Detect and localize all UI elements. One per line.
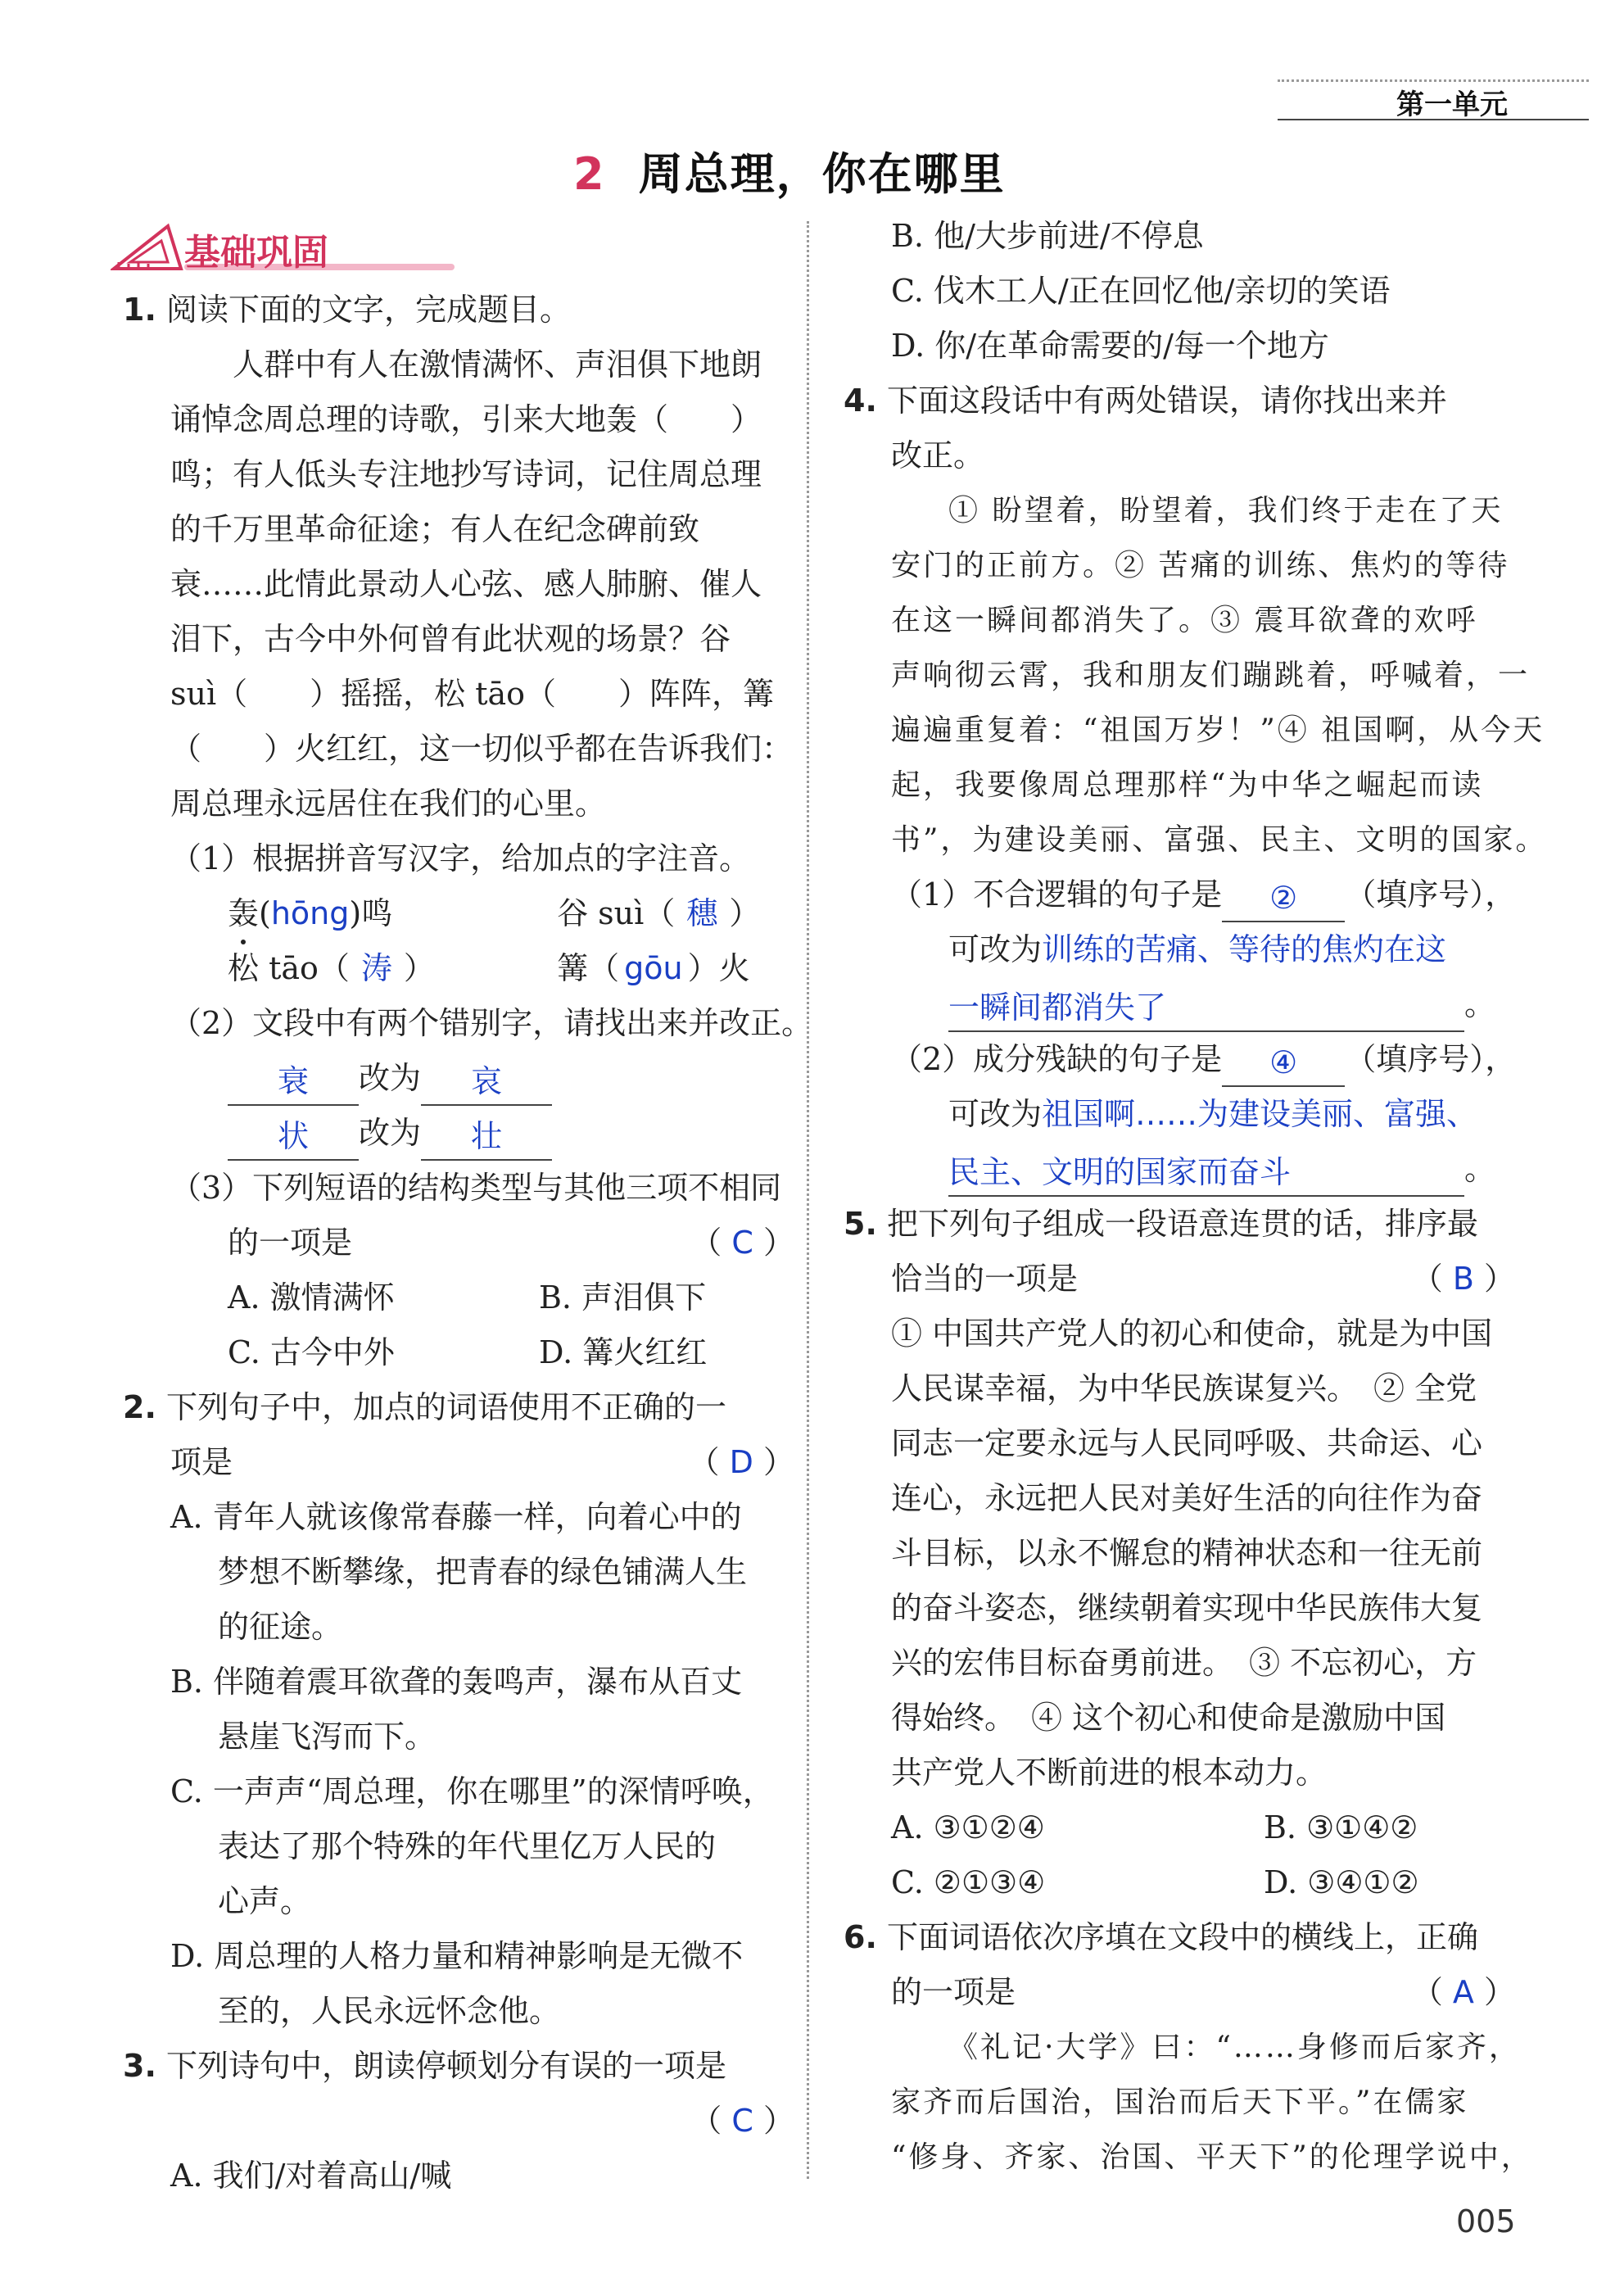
- q2-stem-cont: 项是 （ D ）: [123, 1435, 794, 1490]
- q1-pinyin-row: [170, 886, 794, 941]
- q2-option-line: 至的，人民永远怀念他。: [218, 1993, 561, 2029]
- q1-passage-line: 泪下，古今中外何曾有此状观的场景？谷: [170, 621, 731, 657]
- q1-sub3-cont: 的一项是 （ C ）: [170, 1216, 794, 1270]
- q4-stem: 4. 下面这段话中有两处错误，请你找出来并: [844, 383, 1447, 419]
- q5-passage-line: 兴的宏伟目标奋勇前进。 ③ 不忘初心，方: [891, 1645, 1477, 1681]
- q3-options-cont: [844, 209, 1515, 374]
- q5-passage-line: 得始终。 ④ 这个初心和使命是激励中国: [891, 1700, 1446, 1736]
- q4-passage-line: 遍遍重复着：“祖国万岁！”④ 祖国啊，从今天: [891, 713, 1545, 747]
- q2-option-line: C. 一声声“周总理，你在哪里”的深情呼唤，: [170, 1773, 774, 1809]
- q2-option-line: 表达了那个特殊的年代里亿万人民的: [218, 1828, 717, 1864]
- q2-option-line: 心声。: [218, 1883, 312, 1919]
- q4-passage-line: 在这一瞬间都消失了。③ 震耳欲聋的欢呼: [891, 604, 1478, 637]
- q2-option-line: A. 青年人就该像常春藤一样，向着心中的: [170, 1499, 742, 1535]
- answer-text: 一瞬间都消失了: [948, 985, 1464, 1032]
- answer-text: ④: [1222, 1039, 1345, 1087]
- lesson-title: [573, 139, 1006, 202]
- q5-passage-line: 的奋斗姿态，继续朝着实现中华民族伟大复: [891, 1590, 1483, 1626]
- q4-sub2: （2）成分残缺的句子是 ④ （填序号），: [891, 1032, 1515, 1087]
- q1-fix-row: 状 改为 壮: [170, 1106, 794, 1161]
- q1-fix-row: 衰 改为 哀: [170, 1051, 794, 1106]
- q2-stem: 2. 下列句子中，加点的词语使用不正确的一: [123, 1389, 726, 1425]
- answer-paren: （ C ）: [690, 1225, 794, 1261]
- left-column: [123, 283, 813, 2203]
- q5-stem-cont: 恰当的一项是 （ B ）: [844, 1252, 1515, 1307]
- answer-text: 民主、文明的国家而奋斗: [948, 1149, 1464, 1197]
- section-label: 基础巩固: [184, 232, 328, 274]
- q3-option: C. 伐木工人/正在回忆他/亲切的笑语: [891, 273, 1391, 309]
- q2-option-line: 悬崖飞泻而下。: [218, 1719, 437, 1755]
- q5-stem: 5. 把下列句子组成一段语意连贯的话，排序最: [844, 1206, 1478, 1242]
- header-solid-rule: [1278, 119, 1589, 120]
- q3-stem: 3. 下列诗句中，朗读停顿划分有误的一项是: [123, 2048, 726, 2084]
- answer-text: gōu: [624, 950, 683, 986]
- q1-pinyin-row: [170, 941, 794, 996]
- q5-passage-line: 人民谋幸福，为中华民族谋复兴。 ② 全党: [891, 1370, 1477, 1406]
- q6-stem-cont: 的一项是 （ A ）: [844, 1965, 1515, 2020]
- answer-text: hōng: [270, 895, 350, 931]
- answer-text: 涛: [360, 950, 392, 986]
- answer-paren: （ A ）: [1411, 1974, 1515, 2010]
- column-divider: [807, 221, 809, 2179]
- answer-text: B: [1452, 1261, 1474, 1297]
- q1-passage-line: 衰……此情此景动人心弦、感人肺腑、催人: [170, 566, 762, 602]
- q1-sub1: （1）根据拼音写汉字，给加点的字注音。: [170, 840, 751, 876]
- q2-option-line: B. 伴随着震耳欲聋的轰鸣声，瀑布从百丈: [170, 1664, 743, 1700]
- q1-options-row: A. 激情满怀 B. 声泪俱下: [228, 1279, 707, 1316]
- q1-passage-line: 诵悼念周总理的诗歌，引来大地轰（ ）: [170, 401, 762, 437]
- pinyin-pair: 谷 suì（ 穗 ）: [557, 895, 761, 931]
- q5-options-row: A. ③①②④ B. ③①④②: [891, 1809, 1418, 1845]
- q1-sub2: （2）文段中有两个错别字，请找出来并改正。: [170, 1005, 813, 1041]
- lesson-title-text: 周总理，你在哪里: [638, 148, 1006, 200]
- q6-passage: [844, 2020, 1533, 2185]
- q4-sub1: （1）不合逻辑的句子是 ② （填序号），: [891, 867, 1515, 922]
- answer-paren: （ D ）: [688, 1444, 794, 1480]
- q4-sub1-fix: 可改为训练的苦痛、等待的焦灼在这: [948, 931, 1447, 967]
- answer-text: 穗: [686, 895, 718, 931]
- q5-passage-line: ① 中国共产党人的初心和使命，就是为中国: [891, 1316, 1493, 1352]
- q3-answer-row: [123, 2094, 794, 2149]
- q5-options-row: C. ②①③④ D. ③④①②: [891, 1864, 1419, 1900]
- q2-option-line: 的征途。: [218, 1609, 343, 1645]
- answer-text: 祖国啊……为建设美丽、富强、: [1042, 1096, 1478, 1132]
- q6-passage-line: 家齐而后国治，国治而后天下平。”在儒家: [891, 2085, 1469, 2119]
- triangle-ruler-icon: [111, 220, 184, 272]
- q4-passage-line: 安门的正前方。② 苦痛的训练、焦灼的等待: [891, 549, 1510, 582]
- q6-stem: 6. 下面词语依次序填在文段中的横线上，正确: [844, 1919, 1478, 1955]
- q1-passage-line: suì（ ）摇摇，松 tāo（ ）阵阵，篝: [170, 676, 775, 712]
- q1-number: 1.: [123, 292, 156, 328]
- pinyin-pair: 松 tāo（ 涛 ）: [228, 950, 435, 986]
- answer-text: 状: [228, 1113, 359, 1161]
- q4-passage-line: 声响彻云霄，我和朋友们蹦跳着，呼喊着，一: [891, 659, 1531, 692]
- q5-passage-line: 连心，永远把人民对美好生活的向往作为奋: [891, 1480, 1483, 1516]
- answer-text: C: [731, 1225, 753, 1261]
- unit-label: 第一单元: [1396, 88, 1508, 121]
- q4-stem-cont: 改正。: [891, 437, 985, 473]
- q1-passage-line: 的千万里革命征途；有人在纪念碑前致: [170, 511, 700, 547]
- q5-passage: [844, 1307, 1515, 1910]
- q5-passage-line: 斗目标，以永不懈怠的精神状态和一往无前: [891, 1535, 1483, 1571]
- answer-text: 训练的苦痛、等待的焦灼在这: [1042, 931, 1447, 967]
- q1-stem-text: 阅读下面的文字，完成题目。: [156, 292, 571, 328]
- q4-passage-line: 书”，为建设美丽、富强、民主、文明的国家。: [891, 823, 1548, 857]
- q5-passage-line: 共产党人不断前进的根本动力。: [891, 1755, 1328, 1791]
- q2-option-line: 梦想不断攀缘，把青春的绿色铺满人生: [218, 1554, 748, 1590]
- answer-text: D: [729, 1444, 753, 1480]
- answer-paren: （ C ）: [690, 2103, 794, 2139]
- lesson-number: 2: [573, 148, 606, 200]
- q6-passage-line: “修身、齐家、治国、平天下”的伦理学说中，: [891, 2140, 1533, 2174]
- q1-passage-line: （ ）火红红，这一切似乎都在告诉我们：: [170, 731, 794, 767]
- q4-passage-line: ① 盼望着，盼望着，我们终于走在了天: [948, 494, 1504, 528]
- q1-passage-line: 鸣；有人低头专注地抄写诗词，记住周总理: [170, 456, 762, 492]
- q3-option: D. 你/在革命需要的/每一个地方: [891, 328, 1329, 364]
- answer-text: A: [1452, 1974, 1474, 2010]
- pinyin-pair: 轰(hōng)鸣: [228, 886, 547, 941]
- q1-passage-line: 周总理永远居住在我们的心里。: [170, 786, 607, 822]
- page-number: 005: [1456, 2203, 1516, 2239]
- q4-passage-line: 起，我要像周总理那样“为中华之崛起而读: [891, 768, 1484, 802]
- q3-option: B. 他/大步前进/不停息: [891, 218, 1204, 254]
- answer-text: 壮: [421, 1113, 552, 1161]
- q2-options: [123, 1490, 794, 2039]
- q1-options-row: C. 古今中外 D. 篝火红红: [228, 1334, 708, 1370]
- q6-passage-line: 《礼记·大学》曰：“……身修而后家齐，: [948, 2031, 1521, 2064]
- q1-passage-line: 人群中有人在激情满怀、声泪俱下地朗: [233, 346, 762, 383]
- q1-stem: [123, 283, 794, 337]
- q1-sub3: （3）下列短语的结构类型与其他三项不相同: [170, 1170, 782, 1206]
- q4-sub1-fix-cont: 一瞬间都消失了 。: [891, 977, 1515, 1032]
- q4-sub2-fix-cont: 民主、文明的国家而奋斗 。: [891, 1142, 1515, 1197]
- answer-paren: （ B ）: [1411, 1261, 1515, 1297]
- q2-option-line: D. 周总理的人格力量和精神影响是无微不: [170, 1938, 744, 1974]
- q4-subs: [844, 867, 1515, 1197]
- answer-text: ②: [1222, 875, 1345, 922]
- answer-text: 哀: [421, 1058, 552, 1106]
- q1-passage: [123, 337, 813, 1380]
- q4-sub2-fix: 可改为祖国啊……为建设美丽、富强、: [948, 1096, 1478, 1132]
- answer-text: C: [731, 2103, 753, 2139]
- q5-passage-line: 同志一定要永远与人民同呼吸、共命运、心: [891, 1425, 1483, 1461]
- right-column: [844, 209, 1548, 2185]
- pinyin-pair: 篝（ gōu ）火: [557, 950, 750, 986]
- q3-option: A. 我们/对着高山/喊: [170, 2158, 452, 2194]
- answer-text: 衰: [228, 1058, 359, 1106]
- q4-passage: [844, 483, 1548, 867]
